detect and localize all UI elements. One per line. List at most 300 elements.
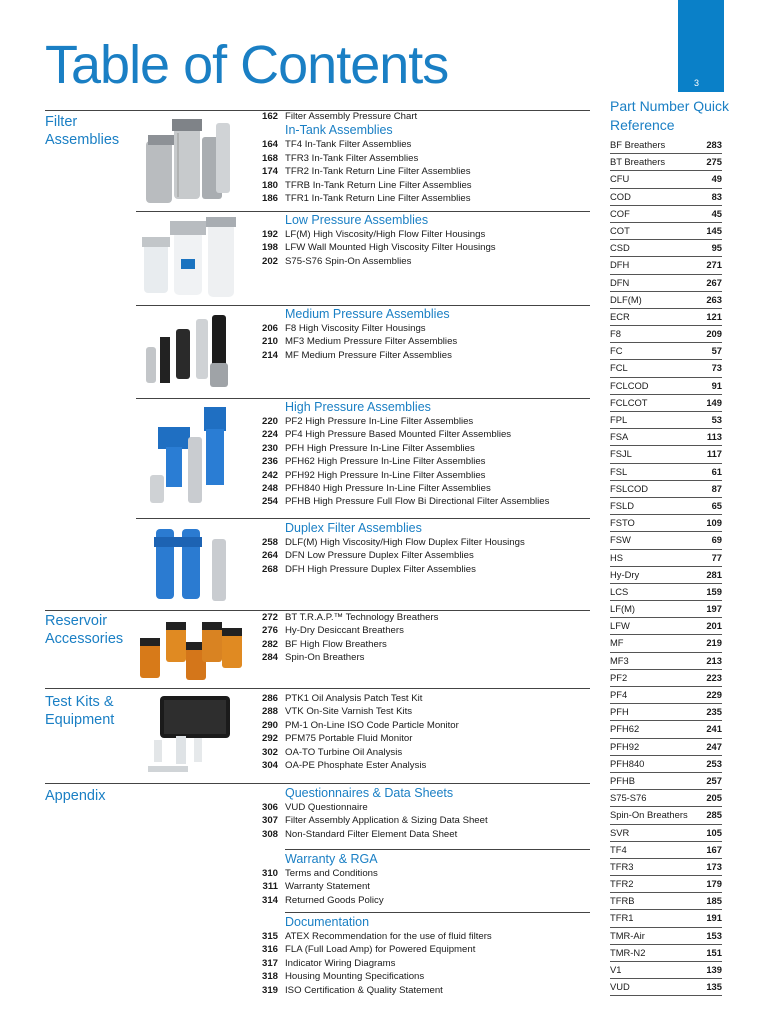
quick-reference-row[interactable] [610,670,722,687]
toc-entry[interactable] [258,719,590,732]
quick-reference-row[interactable] [610,223,722,240]
toc-page-number: 174 [261,166,278,178]
toc-entry-title: PFH High Pressure In-Line Filter Assemblies [285,442,475,454]
part-page-number: 57 [711,345,722,357]
toc-entry[interactable] [258,255,590,268]
part-number: FC [610,345,623,357]
quick-reference-row[interactable] [610,635,722,652]
toc-entry[interactable] [258,970,590,983]
toc-page-number: 168 [261,152,278,164]
part-page-number: 109 [706,517,722,529]
toc-page-number: 180 [261,179,278,191]
part-number: LF(M) [610,603,635,615]
quick-reference-row[interactable] [610,842,722,859]
toc-block-reservoir [258,611,590,665]
part-page-number: 121 [706,310,722,322]
toc-heading: In-Tank Assemblies [285,123,393,138]
part-number: COD [610,190,631,202]
toc-page-number: 304 [261,760,278,772]
toc-entry-title: Non-Standard Filter Element Data Sheet [285,828,458,840]
toc-block-test-kits [258,692,590,772]
part-page-number: 61 [711,465,722,477]
toc-entry[interactable] [258,651,590,664]
toc-heading: Duplex Filter Assemblies [285,521,422,535]
toc-entry[interactable] [258,165,590,178]
quick-reference-row[interactable] [610,532,722,549]
toc-page-number: 264 [261,550,278,562]
toc-page-number: 306 [261,802,278,813]
toc-page-number: 317 [261,957,278,969]
toc-entry-title: Filter Assembly Application & Sizing Data Sheet [285,815,488,827]
quick-reference-row[interactable] [610,137,722,154]
part-page-number: 145 [706,224,722,236]
part-page-number: 167 [706,843,722,855]
part-number: FCL [610,362,628,374]
toc-page-number: 308 [261,828,278,840]
toc-page-number: 282 [261,638,278,650]
part-number: TFRB [610,895,635,907]
part-page-number: 173 [706,860,722,872]
part-number: FSLD [610,499,634,511]
toc-page-number: 236 [261,456,278,468]
toc-block-low-pressure [258,213,590,268]
toc-entry-title: PFHB High Pressure Full Flow Bi Directional Filter Assemblies [285,496,550,508]
part-page-number: 77 [711,551,722,563]
part-number: TMR-N2 [610,946,646,958]
in-tank-filters-photo [136,113,246,208]
toc-page-number: 186 [261,193,278,205]
toc-entry[interactable] [258,943,590,956]
section-title-test-kits: Test Kits & Equipment [45,694,115,728]
part-page-number: 201 [706,620,722,632]
part-number: TFR3 [610,860,634,872]
part-page-number: 219 [706,637,722,649]
quick-reference-row[interactable] [610,171,722,188]
quick-reference-row[interactable] [610,807,722,824]
part-page-number: 285 [706,809,722,821]
toc-entry-title: S75-S76 Spin-On Assemblies [285,255,412,267]
toc-entry[interactable] [258,415,590,428]
part-number: ECR [610,310,630,322]
toc-entry[interactable] [258,349,590,362]
toc-entry[interactable] [258,814,590,827]
toc-entry-title: OA-PE Phosphate Ester Analysis [285,760,427,772]
quick-reference-row[interactable] [610,962,722,979]
part-number: LCS [610,585,629,597]
divider [136,518,590,519]
part-number: LFW [610,620,630,632]
toc-entry-title: PFH92 High Pressure In-Line Filter Assemblies [285,469,486,481]
toc-entry-title: BT T.R.A.P.™ Technology Breathers [285,612,439,623]
part-page-number: 205 [706,792,722,804]
divider [136,398,590,399]
toc-entry[interactable] [258,746,590,759]
toc-page-number: 258 [261,537,278,548]
part-page-number: 223 [706,671,722,683]
part-page-number: 159 [706,585,722,597]
part-number: TFR1 [610,912,634,924]
part-number: FSA [610,431,629,443]
part-number: TF4 [610,843,627,855]
part-number: VUD [610,981,630,993]
toc-page-number: 248 [261,483,278,495]
toc-page-number: 254 [261,496,278,508]
toc-page-number: 242 [261,469,278,481]
part-page-number: 87 [711,482,722,494]
toc-heading: Questionnaires & Data Sheets [285,786,454,800]
divider [136,305,590,306]
toc-entry[interactable] [258,957,590,970]
section-title-appendix: Appendix [45,788,106,804]
toc-page-number: 288 [261,706,278,718]
part-page-number: 45 [711,207,722,219]
part-number: FSLCOD [610,482,649,494]
toc-entry[interactable] [258,335,590,348]
toc-entry-title: TFR1 In-Tank Return Line Filter Assemblies [285,193,471,205]
quick-reference-row[interactable] [610,979,722,996]
quick-reference-row[interactable] [610,309,722,326]
quick-reference-row[interactable] [610,756,722,773]
part-number: Hy-Dry [610,568,640,580]
toc-entry-title: PF2 High Pressure In-Line Filter Assemblies [285,416,474,427]
part-page-number: 275 [706,156,722,168]
quick-reference-list [610,137,722,996]
part-number: F8 [610,328,621,340]
toc-heading: Medium Pressure Assemblies [285,307,450,321]
toc-page-number: 315 [261,931,278,942]
quick-reference-row[interactable] [610,292,722,309]
toc-entry[interactable] [258,241,590,254]
quick-reference-row[interactable] [610,928,722,945]
part-page-number: 263 [706,293,722,305]
toc-entry-title: Returned Goods Policy [285,894,384,906]
toc-entry[interactable] [258,624,590,637]
toc-entry[interactable] [258,536,590,549]
toc-entry[interactable] [258,428,590,441]
toc-entry-title: Terms and Conditions [285,868,378,879]
quick-reference-row[interactable] [610,567,722,584]
quick-reference-row[interactable] [610,189,722,206]
toc-entry-title: VUD Questionnaire [285,802,368,813]
quick-reference-row[interactable] [610,395,722,412]
toc-entry-title: TFRB In-Tank Return Line Filter Assemblies [285,179,472,191]
part-number: FSW [610,534,631,546]
low-pressure-filters-photo [136,213,246,303]
quick-reference-row[interactable] [610,601,722,618]
toc-page-number: 290 [261,719,278,731]
toc-entry[interactable] [258,495,590,508]
part-number: FSJL [610,448,632,460]
quick-reference-row[interactable] [610,876,722,893]
toc-entry[interactable] [258,705,590,718]
part-number: COF [610,207,630,219]
part-number: PF4 [610,689,628,700]
quick-reference-row[interactable] [610,446,722,463]
part-page-number: 65 [711,499,722,511]
part-page-number: 117 [706,448,722,460]
part-number: BT Breathers [610,156,666,168]
toc-entry[interactable] [258,152,590,165]
quick-reference-row[interactable] [610,275,722,292]
toc-block-questionnaires [258,786,590,841]
toc-entry[interactable] [258,563,590,576]
part-page-number: 209 [706,328,722,340]
part-page-number: 135 [706,981,722,993]
toc-entry-title: FLA (Full Load Amp) for Powered Equipment [285,944,476,956]
toc-entry-title: MF3 Medium Pressure Filter Assemblies [285,336,458,348]
toc-entry[interactable] [258,611,590,624]
toc-entry-title: OA-TO Turbine Oil Analysis [285,746,403,758]
toc-entry[interactable] [258,732,590,745]
toc-entry[interactable] [258,638,590,651]
quick-reference-row[interactable] [610,378,722,395]
part-number: PFH840 [610,757,645,769]
part-number: FCLCOD [610,379,649,391]
toc-page-number: 198 [261,242,278,254]
toc-entry-title: BF High Flow Breathers [285,638,387,650]
part-page-number: 139 [706,964,722,975]
quick-reference-row[interactable] [610,910,722,927]
page-title: Table of Contents [45,35,449,95]
toc-entry[interactable] [258,801,590,814]
part-page-number: 179 [706,878,722,890]
toc-page-number: 307 [261,815,278,827]
part-number: HS [610,551,624,563]
part-number: S75-S76 [610,792,647,804]
quick-reference-row[interactable] [610,481,722,498]
toc-entry-title: PFM75 Portable Fluid Monitor [285,733,413,745]
part-page-number: 105 [706,826,722,838]
toc-block-medium-pressure [258,307,590,362]
toc-page-number: 284 [261,652,278,664]
toc-entry[interactable] [258,759,590,772]
page-number-tab [678,0,724,92]
part-page-number: 91 [711,379,722,391]
quick-reference-row[interactable] [610,687,722,704]
quick-reference-row[interactable] [610,653,722,670]
toc-page-number: 202 [261,255,278,267]
part-number: FSL [610,465,628,477]
quick-reference-row[interactable] [610,515,722,532]
toc-page-number: 310 [261,868,278,879]
medium-pressure-filters-photo [136,307,246,395]
toc-entry-title: Indicator Wiring Diagrams [285,957,396,969]
toc-page-number: 316 [261,944,278,956]
quick-reference-row[interactable] [610,945,722,962]
toc-entry[interactable] [258,549,590,562]
duplex-filters-photo [136,521,246,607]
quick-reference-row[interactable] [610,704,722,721]
toc-entry-title: DFH High Pressure Duplex Filter Assemblies [285,563,476,575]
toc-entry-title: Housing Mounting Specifications [285,971,425,983]
part-page-number: 53 [711,414,722,425]
quick-reference-row[interactable] [610,206,722,223]
toc-entry-title: PF4 High Pressure Based Mounted Filter Assemblies [285,429,512,441]
toc-entry-title: PM-1 On-Line ISO Code Particle Monitor [285,719,459,731]
toc-entry[interactable] [258,894,590,907]
part-number: CSD [610,242,630,254]
toc-entry[interactable] [258,138,590,151]
toc-block-warranty [258,852,590,907]
quick-reference-row[interactable] [610,773,722,790]
toc-page-number: 224 [261,429,278,441]
quick-reference-row[interactable] [610,721,722,738]
toc-entry[interactable] [258,469,590,482]
toc-entry-title: MF Medium Pressure Filter Assemblies [285,349,452,361]
section-title-reservoir-accessories: Reservoir Accessories [45,613,124,647]
toc-page-number: 319 [261,984,278,996]
quick-reference-row[interactable] [610,859,722,876]
part-page-number: 213 [706,654,722,666]
toc-block-duplex [258,521,590,576]
toc-entry[interactable] [258,930,590,943]
part-number: FPL [610,414,628,425]
quick-reference-row[interactable] [610,825,722,842]
part-number: PFHB [610,774,636,786]
part-number: CFU [610,173,630,185]
part-number: MF3 [610,654,629,666]
toc-entry[interactable] [258,692,590,705]
quick-reference-row[interactable] [610,412,722,429]
part-page-number: 113 [706,431,722,443]
toc-page-number: 268 [261,563,278,575]
part-number: BF Breathers [610,139,666,150]
part-number: FSTO [610,517,635,529]
toc-entry-title: PFH840 High Pressure In-Line Filter Assemblies [285,483,491,495]
part-page-number: 267 [706,276,722,288]
part-page-number: 149 [706,396,722,408]
toc-entry-title: DFN Low Pressure Duplex Filter Assemblies [285,550,474,562]
toc-entry[interactable] [258,192,590,205]
toc-block-documentation [258,915,590,997]
part-number: SVR [610,826,630,838]
toc-entry-title: TFR2 In-Tank Return Line Filter Assemblies [285,166,471,178]
toc-entry[interactable] [258,455,590,468]
toc-entry[interactable] [258,867,590,880]
quick-reference-row[interactable] [610,464,722,481]
part-page-number: 247 [706,740,722,752]
part-number: DFH [610,259,630,271]
toc-entry[interactable] [258,228,590,241]
toc-entry-title: DLF(M) High Viscosity/High Flow Duplex Filter Housings [285,537,525,548]
part-number: PF2 [610,671,628,683]
quick-reference-row[interactable] [610,154,722,171]
part-page-number: 95 [711,242,722,254]
quick-reference-row[interactable] [610,790,722,807]
toc-page-number: 210 [261,336,278,348]
toc-page-number: 311 [262,881,278,893]
quick-reference-row[interactable] [610,739,722,756]
toc-page-number: 214 [261,349,278,361]
part-page-number: 235 [706,706,722,718]
toc-entry-title: ATEX Recommendation for the use of fluid filters [285,931,492,942]
quick-reference-row[interactable] [610,326,722,343]
toc-entry[interactable] [258,828,590,841]
quick-reference-row[interactable] [610,618,722,635]
part-number: PFH92 [610,740,640,752]
toc-heading: Low Pressure Assemblies [285,213,429,227]
part-page-number: 271 [706,259,722,271]
part-number: PFH62 [610,723,640,735]
part-page-number: 191 [706,912,722,924]
toc-entry-title: Spin-On Breathers [285,652,365,664]
part-number: TFR2 [610,878,634,890]
toc-entry[interactable] [258,110,590,123]
test-kit-photo [136,690,246,778]
quick-reference-row[interactable] [610,240,722,257]
toc-entry-title: LF(M) High Viscosity/High Flow Filter Housings [285,229,486,240]
part-number: PFH [610,706,629,718]
toc-page-number: 286 [261,693,278,704]
divider [285,849,590,850]
toc-entry[interactable] [258,322,590,335]
page-number: 3 [694,78,700,88]
toc-page-number: 162 [261,111,278,122]
part-page-number: 229 [706,689,722,700]
part-number: DFN [610,276,630,288]
divider [45,688,590,689]
quick-reference-row[interactable] [610,498,722,515]
divider [45,783,590,784]
section-title-filter-assemblies: Filter Assemblies [45,114,120,148]
toc-page-number: 192 [261,229,278,240]
toc-entry[interactable] [258,880,590,893]
part-number: DLF(M) [610,293,642,305]
toc-entry-title: TF4 In-Tank Filter Assemblies [285,139,412,151]
toc-page-number: 314 [261,894,278,906]
quick-reference-row[interactable] [610,550,722,567]
toc-entry-title: PTK1 Oil Analysis Patch Test Kit [285,693,423,704]
quick-reference-row[interactable] [610,429,722,446]
quick-reference-row[interactable] [610,584,722,601]
part-page-number: 49 [711,173,722,185]
toc-entry-title: Filter Assembly Pressure Chart [285,111,418,122]
part-number: TMR-Air [610,929,645,941]
quick-reference-row[interactable] [610,893,722,910]
toc-page-number: 206 [261,323,278,334]
toc-entry-title: LFW Wall Mounted High Viscosity Filter Housings [285,242,496,254]
part-page-number: 281 [706,568,722,580]
toc-entry-title: PFH62 High Pressure In-Line Filter Assemblies [285,456,486,468]
part-page-number: 241 [706,723,722,735]
toc-entry-title: F8 High Viscosity Filter Housings [285,323,426,334]
toc-block-high-pressure [258,400,590,509]
part-page-number: 83 [711,190,722,202]
part-page-number: 69 [711,534,722,546]
part-page-number: 197 [706,603,722,615]
high-pressure-filters-photo [136,401,246,513]
toc-heading: High Pressure Assemblies [285,400,431,414]
quick-reference-row[interactable] [610,257,722,274]
toc-page-number: 276 [261,625,278,637]
quick-reference-row[interactable] [610,343,722,360]
toc-entry-title: VTK On-Site Varnish Test Kits [285,706,413,718]
quick-reference-row[interactable] [610,360,722,377]
toc-entry[interactable] [258,179,590,192]
toc-entry[interactable] [258,482,590,495]
quick-reference-title: Part Number Quick Reference [610,98,730,133]
toc-page-number: 292 [261,733,278,745]
toc-entry[interactable] [258,442,590,455]
toc-page-number: 272 [261,612,278,623]
part-number: MF [610,637,624,649]
part-page-number: 185 [706,895,722,907]
toc-entry[interactable] [258,984,590,997]
toc-heading: Documentation [285,915,370,929]
part-page-number: 253 [706,757,722,769]
toc-page-number: 220 [261,416,278,427]
part-number: V1 [610,964,622,975]
